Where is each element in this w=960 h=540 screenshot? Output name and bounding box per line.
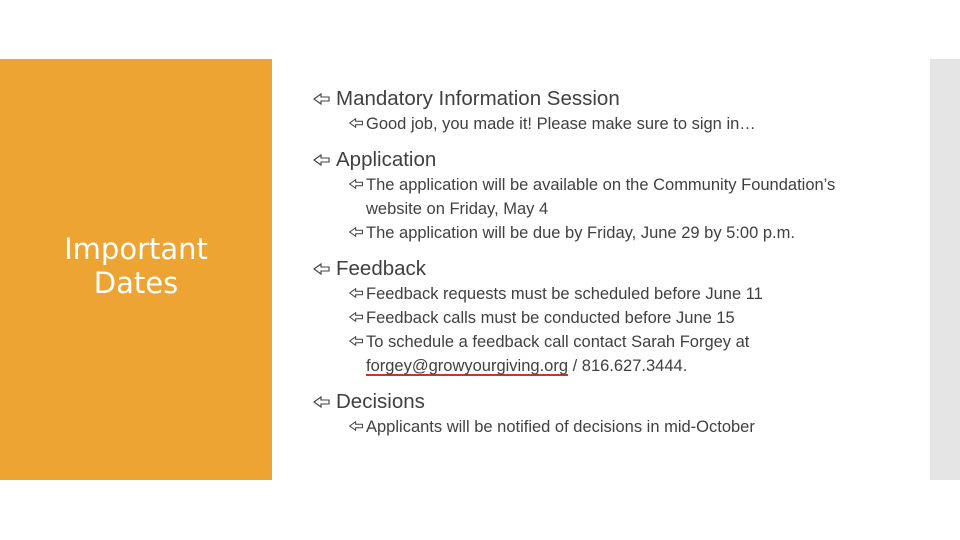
list-item <box>312 330 912 378</box>
list-item-heading <box>312 256 912 282</box>
item-text: To schedule a feedback call contact Sarah Forgey at <box>366 333 750 351</box>
list-item-heading <box>312 389 912 415</box>
list-item <box>312 306 912 330</box>
item-text: Good job, you made it! Please make sure to sign in… <box>366 115 756 133</box>
right-decorative-strip <box>930 59 960 480</box>
section-information-session <box>312 86 912 136</box>
heading-text: Decisions <box>336 390 425 413</box>
list-item <box>312 282 912 306</box>
list-item <box>312 415 912 439</box>
bullet-arrow-icon <box>348 226 368 238</box>
bullet-arrow-icon <box>348 311 368 323</box>
content-list <box>312 86 912 439</box>
page-title-line1: Important <box>64 232 208 266</box>
item-text: The application will be due by Friday, June 29 by 5:00 p.m. <box>366 224 795 242</box>
list-item-heading <box>312 147 912 173</box>
bullet-arrow-icon <box>348 287 368 299</box>
section-application <box>312 147 912 245</box>
bullet-arrow-icon <box>312 395 332 409</box>
section-decisions <box>312 389 912 439</box>
section-feedback <box>312 256 912 378</box>
contact-phone: / 816.627.3444. <box>568 357 688 375</box>
bullet-arrow-icon <box>348 117 368 129</box>
bullet-arrow-icon <box>312 262 332 276</box>
list-item <box>312 112 912 136</box>
bullet-arrow-icon <box>312 153 332 167</box>
bullet-arrow-icon <box>348 335 368 347</box>
item-text: Feedback requests must be scheduled before June 11 <box>366 285 763 303</box>
heading-text: Feedback <box>336 257 427 280</box>
list-item <box>312 221 912 245</box>
list-item <box>312 173 836 221</box>
heading-text: Application <box>336 148 437 171</box>
list-item-heading <box>312 86 912 112</box>
heading-text: Mandatory Information Session <box>336 87 620 110</box>
bullet-arrow-icon <box>348 420 368 432</box>
page-title <box>0 232 272 300</box>
contact-email-link[interactable]: forgey@growyourgiving.org <box>366 357 569 375</box>
bullet-arrow-icon <box>348 178 368 190</box>
bullet-arrow-icon <box>312 92 332 106</box>
item-text: Feedback calls must be conducted before June 15 <box>366 309 735 327</box>
contact-line <box>366 354 912 378</box>
page-title-line2: Dates <box>93 266 179 300</box>
item-text: Applicants will be notified of decisions in mid-October <box>366 418 755 436</box>
item-text: The application will be available on the Community Foundation’s website on Friday, May 4 <box>366 176 836 218</box>
